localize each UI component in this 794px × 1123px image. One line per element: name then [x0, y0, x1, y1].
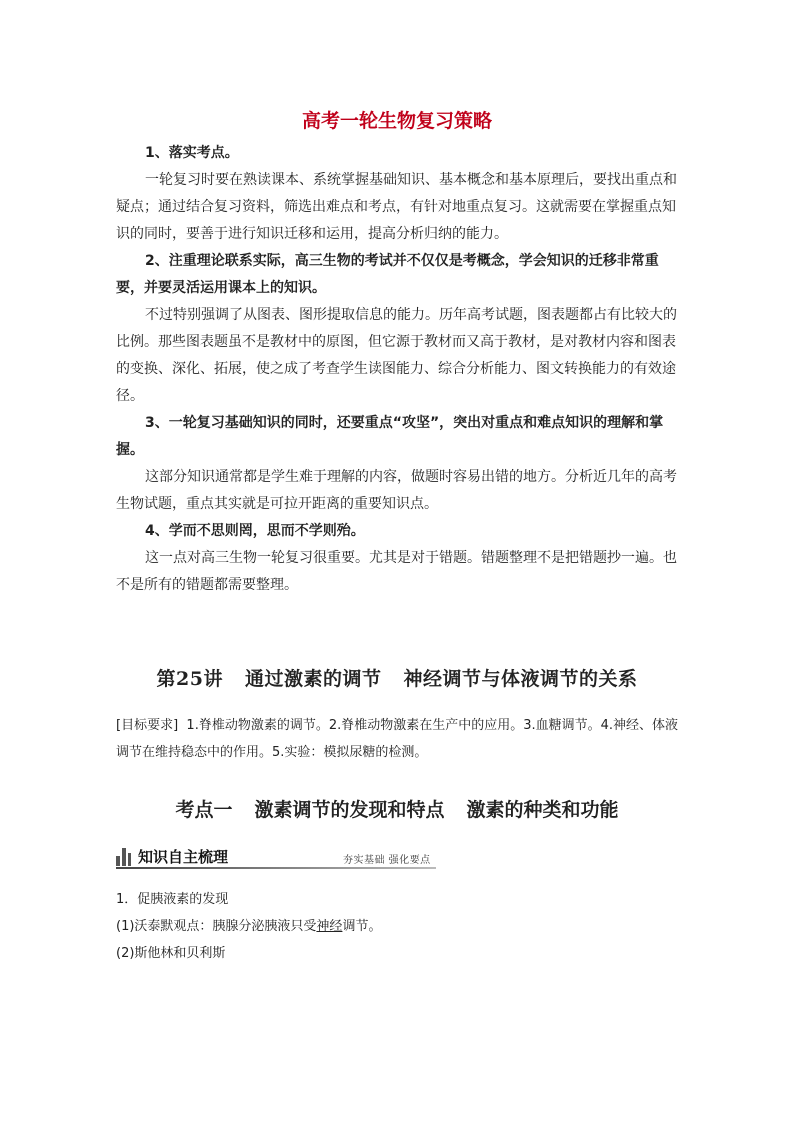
strategy-section-3 — [116, 410, 678, 518]
document-title: 高考一轮生物复习策略 — [301, 110, 492, 132]
fill-in-answer: 神经 — [316, 919, 343, 934]
section-body: 一轮复习时要在熟读课本、系统掌握基础知识、基本概念和基本原理后，要找出重点和疑点；通过结合复习资料，筛选出难点和考点，有针对地重点复习。这就需要在掌握重点知识的同时，要善于进行知识迁移和运用，提高分析归纳的能力。 — [116, 172, 677, 242]
lesson-number: 第25讲 — [156, 668, 223, 690]
exam-point-label: 考点一 — [175, 799, 233, 821]
banner-subheading: 夯实基础 强化要点 — [343, 855, 431, 866]
section-heading: 4、学而不思则罔，思而不学则殆。 — [145, 523, 365, 539]
section-heading: 3、一轮复习基础知识的同时，还要重点“攻坚”，突出对重点和难点知识的理解和掌握。 — [116, 415, 664, 458]
strategy-section-2 — [116, 248, 678, 410]
banner-heading: 知识自主梳理 — [138, 848, 229, 866]
goals-label: [目标要求] — [116, 718, 179, 733]
list-item — [116, 913, 676, 940]
lesson-topic-1: 通过激素的调节 — [244, 668, 382, 690]
list-item-text: 调节。 — [342, 919, 382, 934]
bar-chart-icon — [116, 848, 132, 866]
section-heading: 2、注重理论联系实际，高三生物的考试并不仅仅是考概念，学会知识的迁移非常重要，并要灵活运用课本上的知识。 — [116, 253, 659, 296]
section-body: 不过特别强调了从图表、图形提取信息的能力。历年高考试题，图表题都占有比较大的比例。那些图表题虽不是教材中的原图，但它源于教材而又高于教材，是对教材内容和图表的变换、深化、拓展，使之成了考查学生读图能力、综合分析能力、图文转换能力的有效途径。 — [116, 307, 677, 404]
exam-point-topic-2: 激素的种类和功能 — [466, 799, 619, 821]
list-item: (2)斯他林和贝利斯 — [116, 946, 226, 961]
section-body: 这一点对高三生物一轮复习很重要。尤其是对于错题。错题整理不是把错题抄一遍。也不是所有的错题都需要整理。 — [116, 550, 677, 593]
section-heading: 1、落实考点。 — [145, 145, 239, 161]
strategy-section-4 — [116, 518, 678, 599]
list-item-text: (1)沃泰默观点：胰腺分泌胰液只受 — [116, 919, 317, 934]
list-item: 1．促胰液素的发现 — [116, 892, 229, 907]
banner-underline — [116, 867, 436, 869]
strategy-section-1 — [116, 140, 678, 248]
section-body: 这部分知识通常都是学生难于理解的内容，做题时容易出错的地方。分析近几年的高考生物试题，重点其实就是可拉开距离的重要知识点。 — [116, 469, 677, 512]
exam-point-title — [0, 795, 794, 822]
lesson-title — [0, 664, 794, 691]
learning-goals — [116, 712, 682, 766]
goals-text: 1.脊椎动物激素的调节。2.脊椎动物激素在生产中的应用。3.血糖调节。4.神经、体液调节在维持稳态中的作用。5.实验：模拟尿糖的检测。 — [116, 718, 679, 760]
exam-point-topic-1: 激素调节的发现和特点 — [254, 799, 445, 821]
lesson-topic-2: 神经调节与体液调节的关系 — [403, 668, 638, 690]
knowledge-banner — [116, 845, 436, 869]
